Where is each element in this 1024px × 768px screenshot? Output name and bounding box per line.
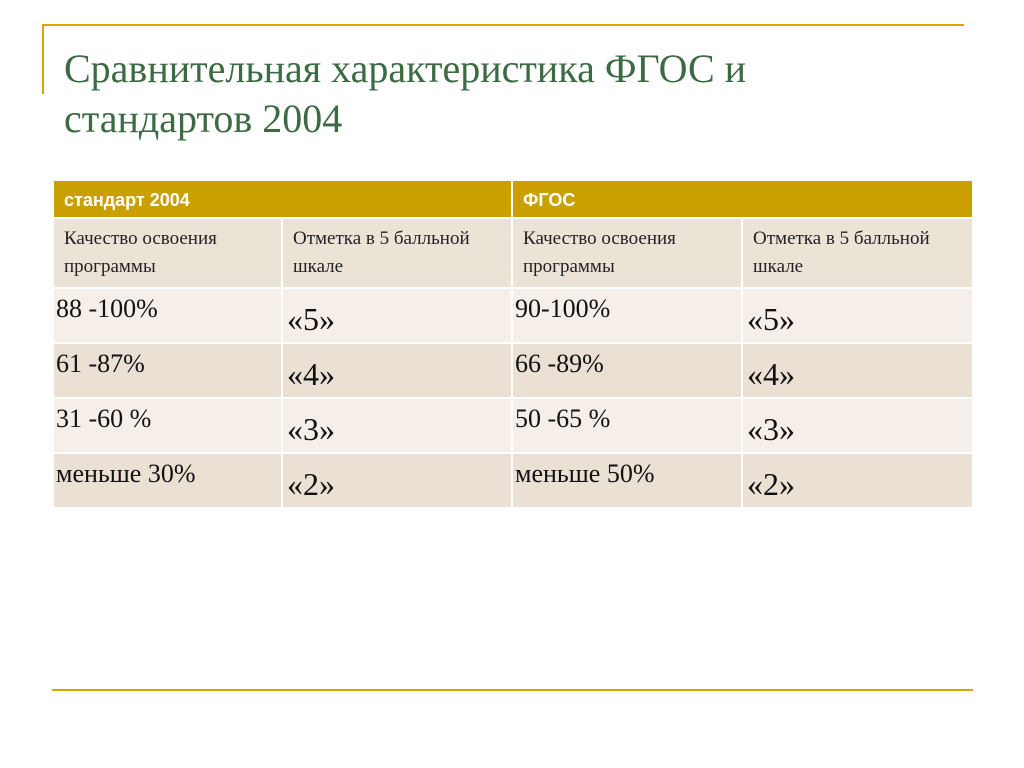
subheader-grade-2004: Отметка в 5 балльной шкале	[282, 218, 512, 288]
frame-bottom-line	[52, 689, 973, 691]
frame-top-line	[42, 24, 964, 26]
cell-grade-2004: «4»	[282, 343, 512, 398]
table-header-row	[53, 180, 973, 218]
cell-grade-fgos: «2»	[742, 453, 973, 508]
header-fgos: ФГОС	[512, 180, 973, 218]
cell-quality-fgos: 50 -65 %	[512, 398, 742, 453]
subheader-quality-2004: Качество освоения программы	[53, 218, 282, 288]
cell-quality-2004: 61 -87%	[53, 343, 282, 398]
header-standard-2004: стандарт 2004	[53, 180, 512, 218]
cell-grade-fgos: «5»	[742, 288, 973, 343]
table-row	[53, 288, 973, 343]
subheader-grade-fgos: Отметка в 5 балльной шкале	[742, 218, 973, 288]
cell-quality-2004: 88 -100%	[53, 288, 282, 343]
table-row	[53, 453, 973, 508]
comparison-table	[52, 179, 972, 509]
table-subheader-row	[53, 218, 973, 288]
cell-grade-2004: «2»	[282, 453, 512, 508]
cell-grade-2004: «3»	[282, 398, 512, 453]
subheader-quality-fgos: Качество освоения программы	[512, 218, 742, 288]
frame-left-line	[42, 24, 44, 94]
table-row	[53, 343, 973, 398]
cell-quality-fgos: меньше 50%	[512, 453, 742, 508]
slide-title: Сравнительная характеристика ФГОС и стандартов 2004	[64, 46, 747, 141]
cell-quality-fgos: 90-100%	[512, 288, 742, 343]
cell-quality-fgos: 66 -89%	[512, 343, 742, 398]
table-row	[53, 398, 973, 453]
cell-grade-2004: «5»	[282, 288, 512, 343]
cell-grade-fgos: «4»	[742, 343, 973, 398]
cell-grade-fgos: «3»	[742, 398, 973, 453]
cell-quality-2004: меньше 30%	[53, 453, 282, 508]
cell-quality-2004: 31 -60 %	[53, 398, 282, 453]
